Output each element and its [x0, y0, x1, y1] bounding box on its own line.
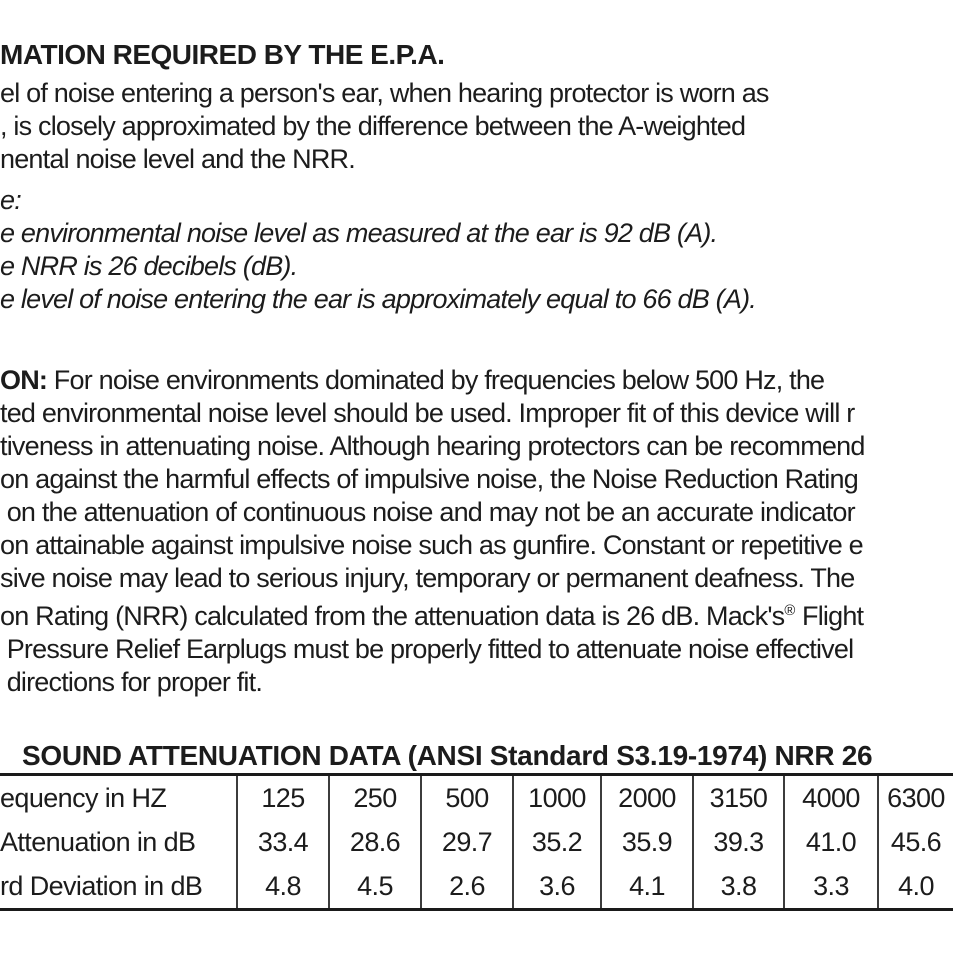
table-cell: 2000: [600, 776, 692, 820]
table-cell: 1000: [512, 776, 600, 820]
caution-bold-label: ON:: [0, 365, 48, 395]
epa-heading: MATION REQUIRED BY THE E.P.A.: [0, 39, 445, 70]
example-line: e environmental noise level as measured at the ear is 92 dB (A).: [0, 218, 718, 248]
table-cell: 35.2: [512, 820, 600, 864]
caution-lead-text: For noise environments dominated by frequencies below 500 Hz, the: [47, 365, 825, 395]
table-cell: 3150: [692, 776, 783, 820]
caution-line: ted environmental noise level should be used. Improper fit of this device will r: [0, 398, 855, 428]
caution-line: directions for proper fit.: [0, 667, 263, 697]
caution-line: on attainable against impulsive noise such as gunfire. Constant or repetitive e: [0, 530, 863, 560]
text-line: , is closely approximated by the difference between the A-weighted: [0, 111, 746, 141]
table-cell: 4.5: [328, 864, 420, 908]
text-line: el of noise entering a person's ear, when hearing protector is worn as: [0, 78, 769, 108]
row-label-deviation: rd Deviation in dB: [0, 870, 203, 901]
table-cell: 250: [328, 776, 420, 820]
mack-line-post: Flight: [795, 601, 864, 631]
table-cell: 45.6: [877, 820, 953, 864]
table-cell: 41.0: [783, 820, 877, 864]
table-cell: 125: [236, 776, 328, 820]
caution-lead-line: [0, 364, 953, 397]
example-section: [0, 184, 953, 316]
caution-line: sive noise may lead to serious injury, temporary or permanent deafness. The: [0, 563, 855, 593]
table-cell: 4.8: [236, 864, 328, 908]
table-cell: 29.7: [420, 820, 512, 864]
table-cell: 2.6: [420, 864, 512, 908]
table-cell: 39.3: [692, 820, 783, 864]
mack-line-pre: on Rating (NRR) calculated from the attenuation data is 26 dB. Mack's: [0, 601, 785, 631]
table-cell: 3.8: [692, 864, 783, 908]
caution-line: on against the harmful effects of impulsive noise, the Noise Reduction Rating: [0, 464, 858, 494]
table-cell: 6300: [877, 776, 953, 820]
table-cell: 4000: [783, 776, 877, 820]
table-cell: 3.3: [783, 864, 877, 908]
sound-attenuation-table: [0, 773, 953, 911]
table-cell: 4.1: [600, 864, 692, 908]
table-cell: 4.0: [877, 864, 953, 908]
example-line: e level of noise entering the ear is approximately equal to 66 dB (A).: [0, 284, 756, 314]
table-cell: 28.6: [328, 820, 420, 864]
registered-trademark-mark: ®: [784, 603, 796, 619]
caution-paragraph: [0, 364, 953, 699]
table-cell: 33.4: [236, 820, 328, 864]
caution-mack-line: [0, 595, 953, 633]
row-label-attenuation: Attenuation in dB: [0, 826, 196, 857]
attenuation-table-title: SOUND ATTENUATION DATA (ANSI Standard S3.19-1974) NRR 26: [22, 740, 873, 771]
example-line: e NRR is 26 decibels (dB).: [0, 251, 298, 281]
table-cell: 3.6: [512, 864, 600, 908]
example-label: e:: [0, 185, 21, 215]
epa-heading-section: [0, 38, 953, 71]
intro-paragraph: [0, 77, 953, 176]
table-cell: 500: [420, 776, 512, 820]
caution-line: on the attenuation of continuous noise and may not be an accurate indicator: [0, 497, 855, 527]
text-line: nental noise level and the NRR.: [0, 144, 355, 174]
row-label-frequency: equency in HZ: [0, 782, 167, 813]
table-cell: 35.9: [600, 820, 692, 864]
caution-line: tiveness in attenuating noise. Although hearing protectors can be recommend: [0, 431, 865, 461]
caution-line: Pressure Relief Earplugs must be properly fitted to attenuate noise effectivel: [0, 634, 854, 664]
